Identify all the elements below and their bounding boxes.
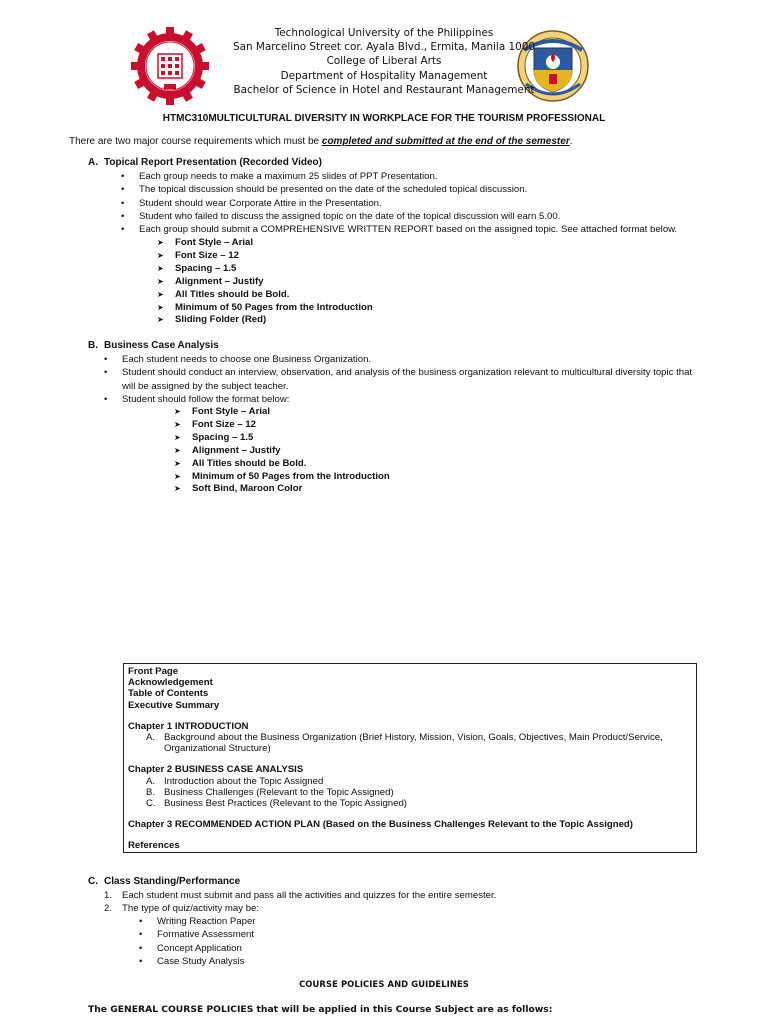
outline-executive-summary: Executive Summary xyxy=(128,699,220,711)
list-item: • Case Study Analysis xyxy=(139,955,255,968)
format-item: ➤ Minimum of 50 Pages from the Introduction xyxy=(157,302,373,315)
chapter-2-item xyxy=(128,776,692,787)
format-item: ➤ Font Style – Arial xyxy=(174,406,390,419)
list-item: • Formative Assessment xyxy=(139,928,255,941)
section-a-bullets xyxy=(121,170,701,236)
report-outline-box xyxy=(123,663,697,853)
policies-heading: COURSE POLICIES AND GUIDELINES xyxy=(299,979,469,989)
department-name: Department of Hospitality Management xyxy=(280,69,488,82)
item-text: Business Challenges (Relevant to the Topic Assigned) xyxy=(164,786,394,798)
university-name: Technological University of the Philippines xyxy=(274,27,494,39)
section-b-heading xyxy=(88,340,219,351)
outline-toc: Table of Contents xyxy=(128,688,209,700)
section-title: Business Case Analysis xyxy=(104,340,219,351)
references-label: References xyxy=(128,840,180,852)
item-letter: B. xyxy=(146,786,156,798)
format-item: ➤ Font Style – Arial xyxy=(157,237,373,250)
chapter-1-item xyxy=(128,732,692,754)
list-item: • Student should conduct an interview, observation, and analysis of the business organization relevant to multicultural diversity topic that will be assigned by the subject teacher. xyxy=(104,366,694,393)
course-title: HTMC310MULTICULTURAL DIVERSITY IN WORKPLACE FOR THE TOURISM PROFESSIONAL xyxy=(162,113,606,124)
item-text: Introduction about the Topic Assigned xyxy=(164,775,324,787)
numbered-item: 2. The type of quiz/activity may be: xyxy=(104,903,260,915)
section-letter: C. xyxy=(88,876,98,887)
item-letter: A. xyxy=(146,775,156,787)
general-policies-text: The GENERAL COURSE POLICIES that will be applied in this Course Subject are as follows: xyxy=(88,1004,553,1015)
section-b-bullets xyxy=(104,353,694,406)
list-item: • Writing Reaction Paper xyxy=(139,915,255,928)
format-item: ➤ Font Size – 12 xyxy=(174,419,390,432)
item-letter: C. xyxy=(146,798,156,810)
outline-front-page: Front Page xyxy=(128,666,179,677)
list-item: • The topical discussion should be presented on the date of the scheduled topical discussion. xyxy=(121,183,701,196)
list-item: • Student who failed to discuss the assigned topic on the date of the topical discussion will earn 5.00. xyxy=(121,210,701,223)
section-a-heading xyxy=(88,157,322,168)
section-title: Class Standing/Performance xyxy=(104,876,241,887)
section-c-numbered-list xyxy=(104,889,694,916)
item-text: Background about the Business Organization (Brief History, Mission, Vision, Goals, Objectives, Main Product/Service, Organizational Structure) xyxy=(164,732,663,755)
list-item: • Student should wear Corporate Attire in the Presentation. xyxy=(121,197,701,210)
format-item: ➤ Sliding Folder (Red) xyxy=(157,314,373,327)
format-item: ➤ Minimum of 50 Pages from the Introduction xyxy=(174,471,390,484)
section-b-format-list xyxy=(174,406,390,496)
item-letter: A. xyxy=(146,732,156,744)
chapter-2-item xyxy=(128,798,692,809)
college-name: College of Liberal Arts xyxy=(326,55,442,68)
university-address: San Marcelino Street cor. Ayala Blvd., Ermita, Manila 1000 xyxy=(233,41,535,54)
section-letter: A. xyxy=(88,157,98,168)
intro-end: . xyxy=(569,136,573,147)
chapter-3-title: Chapter 3 RECOMMENDED ACTION PLAN (Based on the Business Challenges Relevant to the Topic Assigned) xyxy=(128,819,633,831)
intro-text: There are two major course requirements which must be xyxy=(69,136,322,147)
section-title: Topical Report Presentation (Recorded Video) xyxy=(104,157,322,168)
section-a-format-list xyxy=(157,237,373,327)
quiz-types-list xyxy=(139,915,255,968)
chapter-1-title: Chapter 1 INTRODUCTION xyxy=(128,720,249,732)
chapter-2-item xyxy=(128,787,692,798)
list-item: • Concept Application xyxy=(139,942,255,955)
format-item: ➤ All Titles should be Bold. xyxy=(157,289,373,302)
intro-emphasis: completed and submitted at the end of the semester xyxy=(321,136,570,147)
section-letter: B. xyxy=(88,340,98,351)
format-item: ➤ Font Size – 12 xyxy=(157,250,373,263)
format-item: ➤ Spacing – 1.5 xyxy=(157,263,373,276)
program-name: Bachelor of Science in Hotel and Restaurant Management xyxy=(233,83,535,96)
outline-acknowledgement: Acknowledgement xyxy=(128,677,213,689)
chapter-2-title: Chapter 2 BUSINESS CASE ANALYSIS xyxy=(128,764,304,776)
intro-paragraph xyxy=(69,136,573,147)
list-item: • Each group should submit a COMPREHENSIVE WRITTEN REPORT based on the assigned topic. See attached format below. xyxy=(121,223,701,236)
format-item: ➤ Soft Bind, Maroon Color xyxy=(174,483,390,496)
numbered-item: 1. Each student must submit and pass all the activities and quizzes for the entire semester. xyxy=(104,890,497,901)
list-item: • Each student needs to choose one Business Organization. xyxy=(104,353,694,366)
list-item: • Each group needs to make a maximum 25 slides of PPT Presentation. xyxy=(121,170,701,183)
format-item: ➤ All Titles should be Bold. xyxy=(174,458,390,471)
item-text: Business Best Practices (Relevant to the Topic Assigned) xyxy=(164,798,407,810)
letterhead xyxy=(0,26,768,97)
format-item: ➤ Alignment – Justify xyxy=(174,445,390,458)
section-c-heading xyxy=(88,876,240,887)
format-item: ➤ Spacing – 1.5 xyxy=(174,432,390,445)
list-item: • Student should follow the format below: xyxy=(104,393,694,406)
format-item: ➤ Alignment – Justify xyxy=(157,276,373,289)
